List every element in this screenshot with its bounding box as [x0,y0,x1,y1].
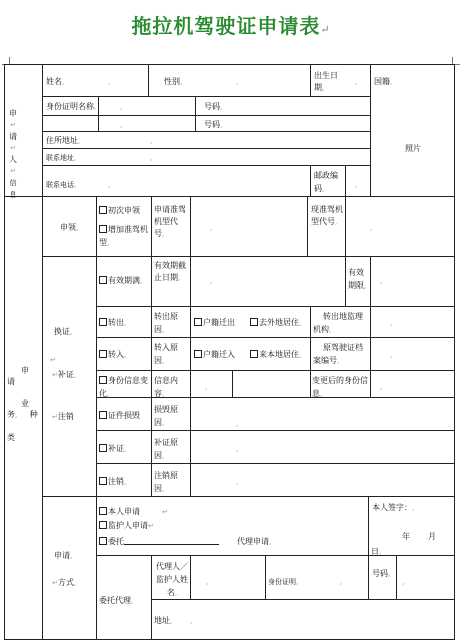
table-rule [265,555,266,599]
table-rule [310,370,311,397]
table-rule [151,599,455,600]
value-id-document[interactable]: , [120,103,123,111]
value-info-content[interactable]: , [205,383,208,391]
label-current-vehicle-type-code: 现准驾机型代号, [311,205,343,226]
table-rule [42,165,370,166]
label-transfer-in-reason: 转入原因, [154,343,178,365]
label-validity-end-date: 有效期截止日期, [154,261,186,282]
label-residence-address: 住所地址, [46,136,81,145]
table-rule [4,64,455,65]
table-rule [96,463,455,464]
label-original-license-file: 原驾驶证档案编号, [313,343,363,365]
label-apply-vehicle-type-code: 申请准驾机型代号, [154,205,186,238]
checkbox-household-move-out[interactable]: 户籍迁出 [194,318,235,328]
table-rule [310,306,311,370]
label-name: 姓名, [46,77,65,86]
table-rule [4,639,455,640]
value-reissue-reason[interactable]: , [236,445,239,453]
label-number-2: 号码, [204,120,223,129]
label-postal-code: 邮政编码, [314,171,338,193]
checkbox-add-vehicle-type[interactable]: 增加准驾机型, [99,223,151,250]
value-transfer-to-authority[interactable]: , [390,319,393,327]
form-title: 拖拉机驾驶证申请表↵ [131,14,331,38]
value-agent-name[interactable]: , [206,578,209,586]
label-cancel: ↵注销 [52,412,74,421]
table-rule [368,555,369,599]
checkbox-local-residence[interactable]: 来本地居住, [250,350,301,360]
checkbox-id-change[interactable]: 身份信息变化, [99,374,151,401]
label-contact-address: 联系地址, [46,154,77,162]
value-original-license-file[interactable]: , [390,351,393,359]
table-rule [42,256,455,257]
section-label-applicant: 申↵ 请↵ 人↵ 信息 [9,109,17,199]
table-rule [454,64,455,639]
label-reissue-reason: 补证原因, [154,438,178,460]
label-renew: 换证, [54,327,73,336]
value-name[interactable]: , [108,78,111,86]
label-month: 月 [428,532,436,541]
table-rule [42,496,455,497]
label-entrusted-agent: 委托代理, [99,596,134,605]
checkbox-self-apply[interactable]: 本人申请 ↵ [99,507,168,517]
table-rule [42,115,370,116]
checkbox-validity-renewal[interactable]: 有效期满, [99,276,142,286]
label-method-1: 申请, [54,551,73,560]
table-rule [310,64,311,96]
label-year: 年 [402,532,410,541]
table-rule [4,64,5,639]
table-rule [96,306,455,307]
label-damage-reason: 损毁原因, [154,405,178,427]
label-id-document: 身份证明名称, [46,102,97,111]
table-rule [190,256,191,496]
table-rule [151,555,152,639]
checkbox-damaged-certificate[interactable]: 证件损毁 [99,411,140,421]
checkbox-household-move-in[interactable]: 户籍迁入 [194,350,235,360]
label-cancel-reason: 注销原因, [154,471,178,493]
label-changed-id-info: 变更后的身份信息, [312,376,368,398]
value-phone[interactable]: , [108,181,111,189]
table-rule [42,64,43,639]
table-rule [42,148,370,149]
label-transfer-out-reason: 转出原因, [154,312,178,334]
label-method-2: ↵方式, [52,578,77,587]
table-rule [96,337,455,338]
table-rule [96,196,97,496]
table-rule [195,96,196,131]
checkbox-transfer-in[interactable]: 转入, [99,350,126,360]
table-rule [96,370,455,371]
value-damage-reason[interactable]: , [236,420,239,428]
value-postal-code[interactable]: , [355,181,358,189]
table-rule [190,555,191,599]
table-rule [42,96,370,97]
table-rule [310,165,311,196]
value-agent-number[interactable]: , [402,578,405,586]
section-label-business: 申 请 业 务, 种 类 [7,366,38,442]
value-residence-address[interactable]: , [150,137,153,145]
value-agent-id-doc[interactable]: , [340,578,343,586]
table-rule [370,256,371,306]
label-nationality: 国籍, [374,77,393,86]
table-rule [190,196,191,256]
table-rule [96,496,97,639]
table-rule [345,256,346,306]
table-rule [232,370,233,397]
value-gender[interactable]: , [236,78,239,86]
label-reissue: ↵补证, [52,370,77,379]
value-validity-period[interactable]: , [380,277,383,285]
checkbox-initial-apply[interactable]: 初次申领 [99,206,140,216]
table-rule [370,64,371,196]
table-rule [151,196,152,496]
value-changed-id-info[interactable]: , [380,383,383,391]
value-birth-date[interactable]: , [355,78,358,86]
table-rule [148,64,149,96]
table-rule [42,131,370,132]
value-apply-vehicle-type-code[interactable]: , [210,224,213,232]
checkbox-entrust[interactable]: 委托 代理申请, [99,537,271,547]
label-validity-period: 有效期限, [348,268,367,290]
table-rule [370,306,371,370]
value-cancel-reason[interactable]: , [236,478,239,486]
table-rule [96,555,455,556]
value-id-document-2[interactable]: , [120,121,123,129]
label-agent-id-doc: 身份证明, [268,578,299,586]
label-renew-arrow: ↵ [50,356,56,364]
value-validity-end-date[interactable]: , [210,277,213,285]
value-current-vehicle-type-code[interactable]: , [370,224,373,232]
table-rule [370,370,371,397]
table-rule [96,430,455,431]
label-agent-number: 号码, [372,569,391,578]
table-rule [4,196,455,197]
photo-box: 照片 [405,144,421,153]
label-birth-date: 出生日期, [314,71,338,92]
table-rule [345,196,346,256]
checkbox-cancel[interactable]: 注销, [99,477,126,487]
label-gender: 性别, [164,77,183,86]
value-contact-address[interactable]: , [150,154,153,162]
table-rule [396,555,397,599]
value-agent-address[interactable]: , [190,617,193,625]
table-rule [98,96,99,131]
label-phone: 联系电话, [46,181,77,189]
checkbox-moved-residence[interactable]: 去外地居住, [250,318,301,328]
label-info-content: 信息内容, [154,376,178,398]
label-day: 日, [371,547,382,556]
label-agent-address: 地址, [154,616,173,625]
checkbox-guardian-apply[interactable]: 监护人申请↵ [99,521,154,531]
label-apply: 申领, [60,223,79,232]
table-rule [307,196,308,256]
checkbox-transfer-out[interactable]: 转出, [99,318,126,328]
label-number: 号码, [204,102,223,111]
table-rule [345,165,346,196]
label-transfer-to-authority: 转出地监理机构, [313,312,363,334]
checkbox-reissue[interactable]: 补证, [99,444,126,454]
label-signature: 本人签字：, [372,503,415,512]
label-agent-name: 代理人／监护人姓名, [156,562,188,597]
